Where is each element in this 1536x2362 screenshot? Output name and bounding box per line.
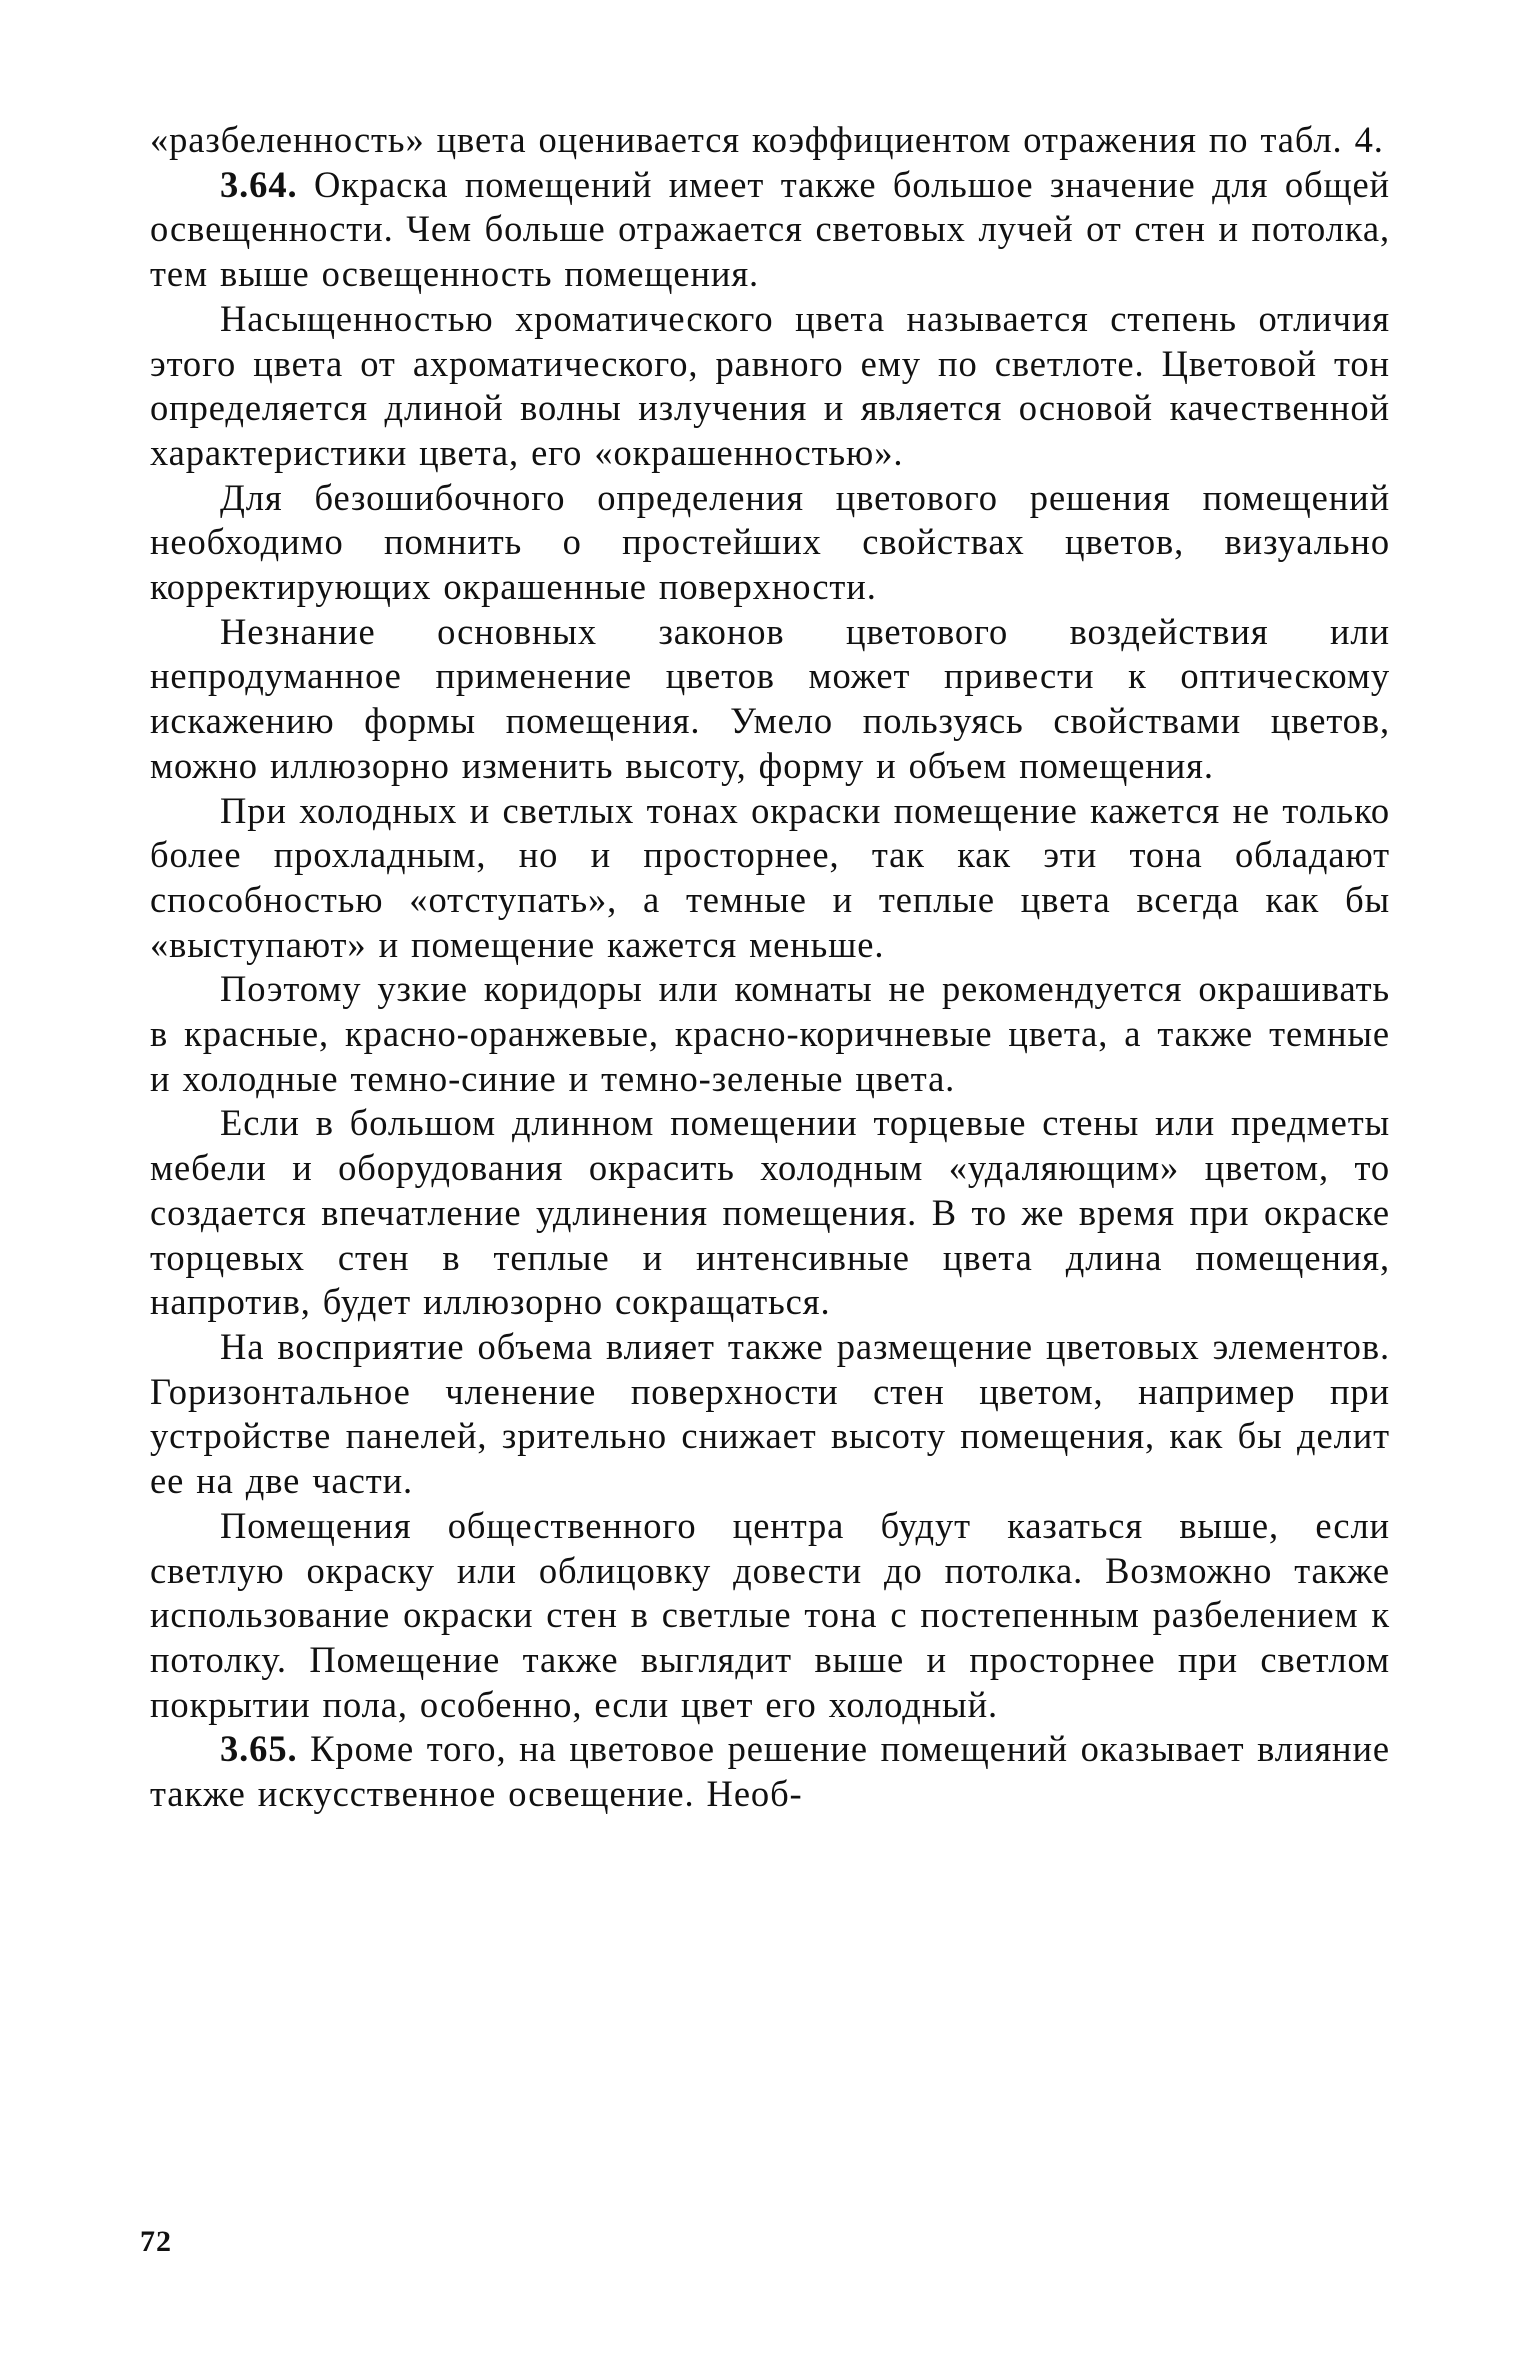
paragraph <box>150 476 1390 610</box>
paragraph-text: Если в большом длинном помещении торцевые стены или предметы мебели и оборудования окрасить холодным «удаляющим» цветом, то создается впечатление удлинения помещения. В то же время при окраске торцевых стен в теплые и интенсивные цвета длина помещения, напротив, будет иллюзорно сокращаться. <box>150 1102 1390 1323</box>
paragraph <box>150 1325 1390 1504</box>
section-number: 3.65. <box>220 1728 298 1770</box>
paragraph-text: Помещения общественного центра будут казаться выше, если светлую окраску или облицовку довести до потолка. Возможно также использование окраски стен в светлые тона с постепенным разбелением к потолку. Помещение также выглядит выше и просторнее при светлом покрытии пола, особенно, если цвет его холодный. <box>150 1504 1390 1725</box>
section-number: 3.64. <box>220 163 298 205</box>
paragraph <box>150 297 1390 476</box>
paragraph-text: При холодных и светлых тонах окраски помещение кажется не только более прохладным, но и просторнее, так как эти тона обладают способностью «отступать», а темные и теплые цвета всегда как бы «выступают» и помещение кажется меньше. <box>150 789 1390 965</box>
paragraph-text: Насыщенностью хроматического цвета называется степень отличия этого цвета от ахроматического, равного ему по светлоте. Цветовой тон определяется длиной волны излучения и является основой качественной характеристики цвета, его «окрашенностью». <box>150 297 1390 473</box>
paragraph <box>150 610 1390 789</box>
paragraph-continuation <box>150 118 1390 163</box>
paragraph <box>150 967 1390 1101</box>
paragraph-text: «разбеленность» цвета оценивается коэффициентом отражения по табл. 4. <box>150 119 1384 160</box>
paragraph <box>150 1101 1390 1325</box>
paragraph-3-65 <box>150 1727 1390 1816</box>
paragraph-text: На восприятие объема влияет также размещение цветовых элементов. Горизонтальное членение поверхности стен цветом, например при устройстве панелей, зрительно снижает высоту помещения, как бы делит ее на две части. <box>150 1325 1390 1502</box>
paragraph <box>150 1504 1390 1728</box>
page-number: 72 <box>140 2225 172 2258</box>
paragraph-text: Для безошибочного определения цветового решения помещений необходимо помнить о простейших свойствах цветов, визуально корректирующих окрашенные поверхности. <box>150 476 1390 608</box>
paragraph-3-64 <box>150 163 1390 297</box>
paragraph-text: Кроме того, на цветовое решение помещений оказывает влияние также искусственное освещение. Необ- <box>150 1728 1390 1815</box>
paragraph-text: Незнание основных законов цветового воздействия или непродуманное применение цветов может привести к оптическому искажению формы помещения. Умело пользуясь свойствами цветов, можно иллюзорно изменить высоту, форму и объем помещения. <box>150 610 1390 786</box>
paragraph <box>150 789 1390 968</box>
page-body <box>150 118 1390 1817</box>
paragraph-text: Поэтому узкие коридоры или комнаты не рекомендуется окрашивать в красные, красно-оранжевые, красно-коричневые цвета, а также темные и холодные темно-синие и темно-зеленые цвета. <box>150 968 1390 1099</box>
paragraph-text: Окраска помещений имеет также большое значение для общей освещенности. Чем больше отражается световых лучей от стен и потолка, тем выше освещенность помещения. <box>150 163 1390 295</box>
